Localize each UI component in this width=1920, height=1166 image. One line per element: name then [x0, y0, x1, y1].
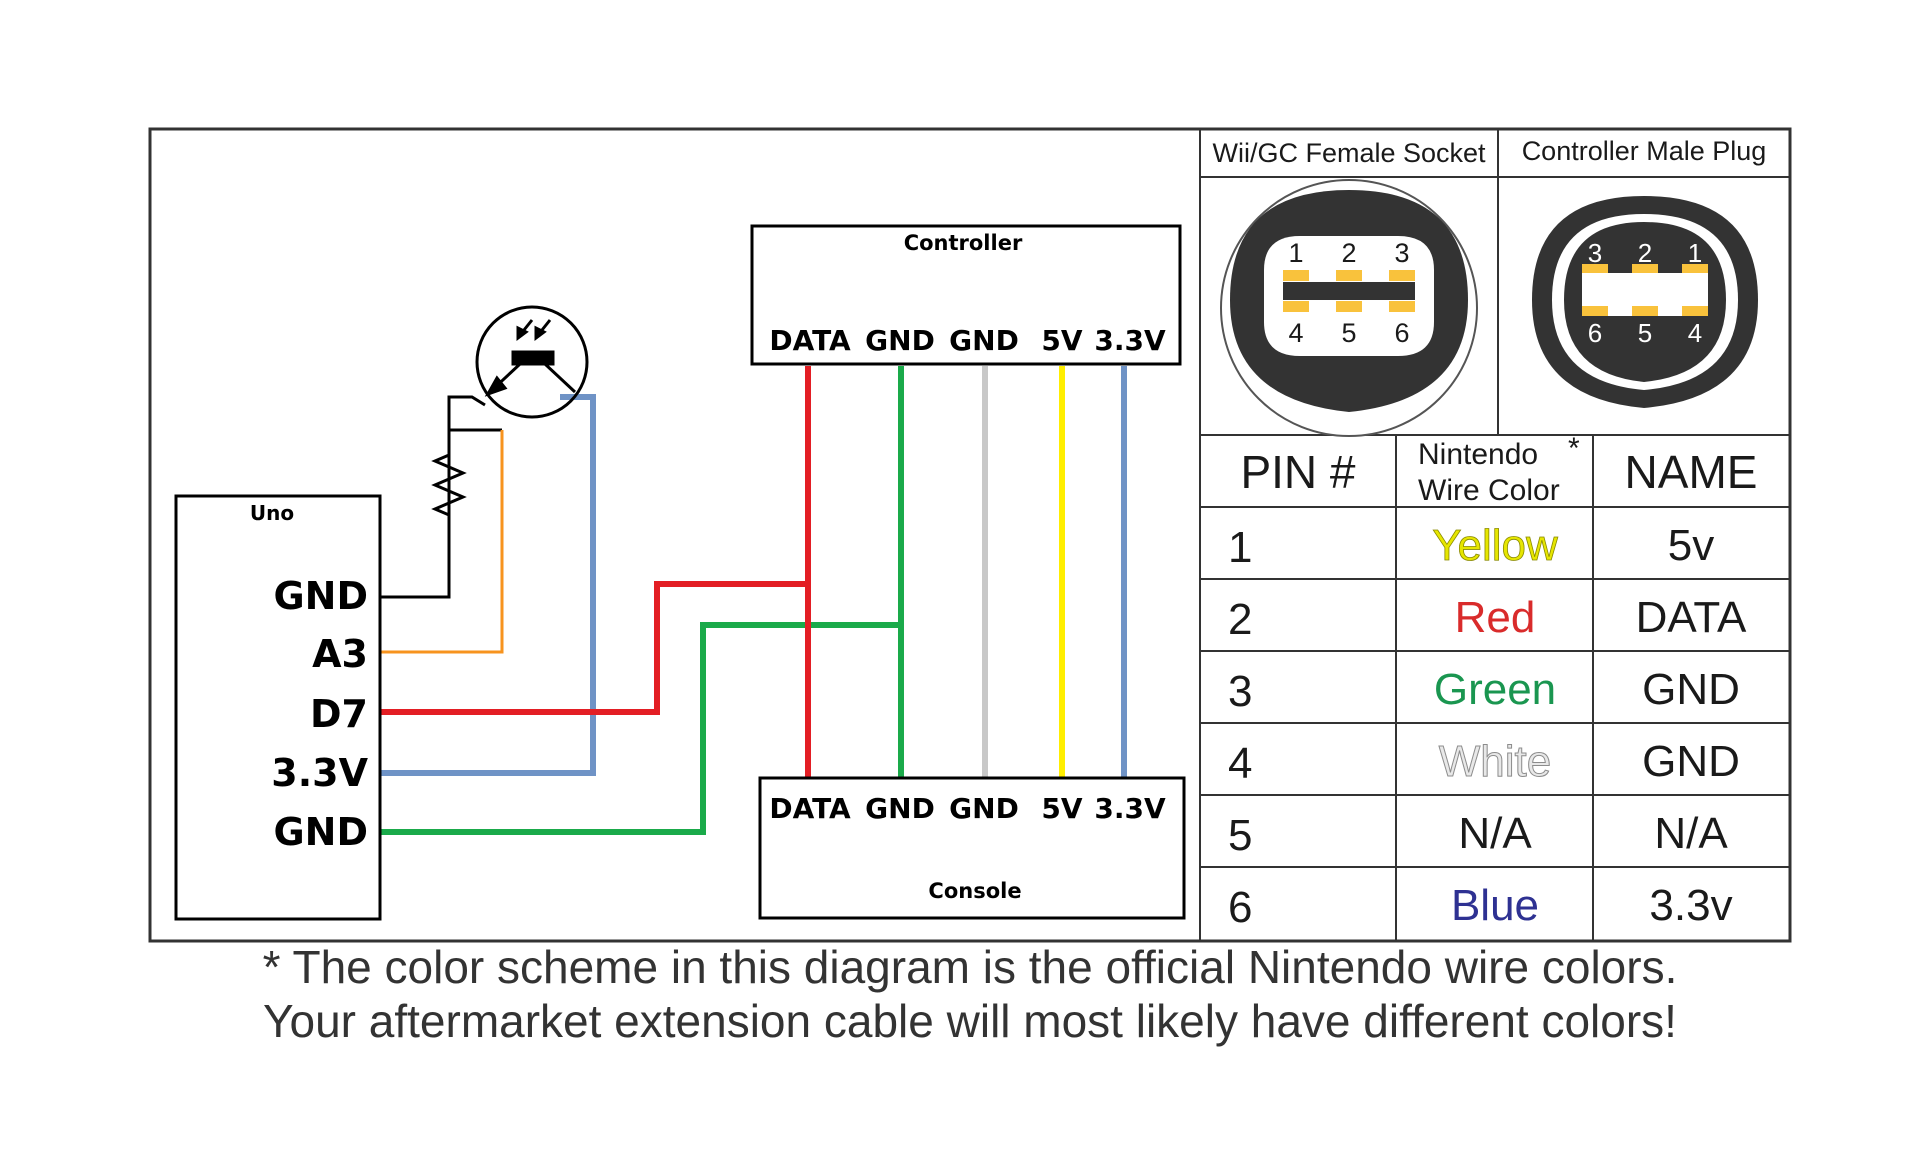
table-header-pin: PIN #: [1240, 446, 1356, 498]
plug-header: Controller Male Plug: [1521, 136, 1767, 166]
socket-pin-1: 1: [1288, 238, 1304, 268]
uno-pin-gnd-1: GND: [273, 574, 368, 618]
uno-pin-d7: D7: [310, 692, 368, 736]
wire-blue-uno-3v3: [380, 397, 593, 773]
male-plug-icon: [1532, 196, 1758, 408]
uno-pin-3v3: 3.3V: [271, 751, 368, 795]
socket-header: Wii/GC Female Socket: [1212, 138, 1486, 168]
table-row-1-color: Yellow: [1432, 521, 1558, 570]
phototransistor-icon: [477, 307, 587, 417]
resistor-symbol: [435, 430, 463, 515]
controller-pin-data: DATA: [769, 324, 851, 357]
female-socket-icon: [1221, 180, 1477, 436]
table-header-color-line2: Wire Color: [1418, 474, 1560, 507]
table-header-asterisk: *: [1568, 432, 1580, 465]
table-row-3-name: GND: [1642, 665, 1740, 714]
table-row-4-name: GND: [1642, 737, 1740, 786]
controller-title: Controller: [903, 231, 1023, 255]
plug-pin-6: 6: [1587, 318, 1603, 348]
table-row-3-color: Green: [1433, 665, 1557, 714]
plug-pin-5: 5: [1637, 318, 1653, 348]
table-row-2-name: DATA: [1635, 593, 1747, 642]
plug-pin-1: 1: [1687, 238, 1703, 268]
socket-pin-5: 5: [1341, 318, 1357, 348]
table-row-2-color: Red: [1454, 593, 1536, 642]
table-row-1-pin: 1: [1228, 523, 1253, 572]
controller-pin-5v: 5V: [1041, 324, 1083, 357]
uno-title: Uno: [249, 501, 295, 525]
table-row-2-pin: 2: [1228, 595, 1253, 644]
controller-pin-3v3: 3.3V: [1094, 324, 1166, 357]
footnote-line-2: Your aftermarket extension cable will most likely have different colors!: [263, 995, 1677, 1047]
table-row-6-pin: 6: [1228, 883, 1253, 932]
plug-pin-2: 2: [1637, 238, 1653, 268]
plug-pin-4: 4: [1687, 318, 1703, 348]
uno-pin-a3: A3: [312, 632, 368, 676]
table-row-4-pin: 4: [1228, 739, 1253, 788]
table-row-6-color: Blue: [1450, 881, 1540, 930]
table-row-6-name: 3.3v: [1649, 881, 1733, 930]
console-pin-5v: 5V: [1041, 792, 1083, 825]
plug-pin-3: 3: [1587, 238, 1603, 268]
table-row-5-name: N/A: [1654, 809, 1728, 858]
table-header-name: NAME: [1624, 446, 1758, 498]
footnote-line-1: * The color scheme in this diagram is the official Nintendo wire colors.: [262, 941, 1678, 993]
console-pin-data: DATA: [769, 792, 851, 825]
wires: [380, 366, 1124, 832]
uno-pin-gnd-2: GND: [273, 810, 368, 854]
console-title: Console: [928, 879, 1022, 903]
console-pin-gnd-2: GND: [949, 792, 1019, 825]
controller-pin-gnd-1: GND: [865, 324, 935, 357]
table-row-1-name: 5v: [1667, 521, 1715, 570]
controller-pin-gnd-2: GND: [949, 324, 1019, 357]
socket-pin-2: 2: [1341, 238, 1357, 268]
socket-pin-4: 4: [1288, 318, 1304, 348]
table-row-5-color: N/A: [1458, 809, 1532, 858]
table-row-5-pin: 5: [1228, 811, 1253, 860]
wire-black-gnd: [380, 448, 449, 597]
table-row-4-color: White: [1438, 737, 1552, 786]
table-row-3-pin: 3: [1228, 667, 1253, 716]
console-pin-gnd-1: GND: [865, 792, 935, 825]
wire-resistor-to-sensor: [449, 397, 485, 430]
socket-pin-3: 3: [1394, 238, 1410, 268]
console-pin-3v3: 3.3V: [1094, 792, 1166, 825]
table-header-color-line1: Nintendo: [1418, 438, 1539, 471]
socket-pin-6: 6: [1394, 318, 1410, 348]
